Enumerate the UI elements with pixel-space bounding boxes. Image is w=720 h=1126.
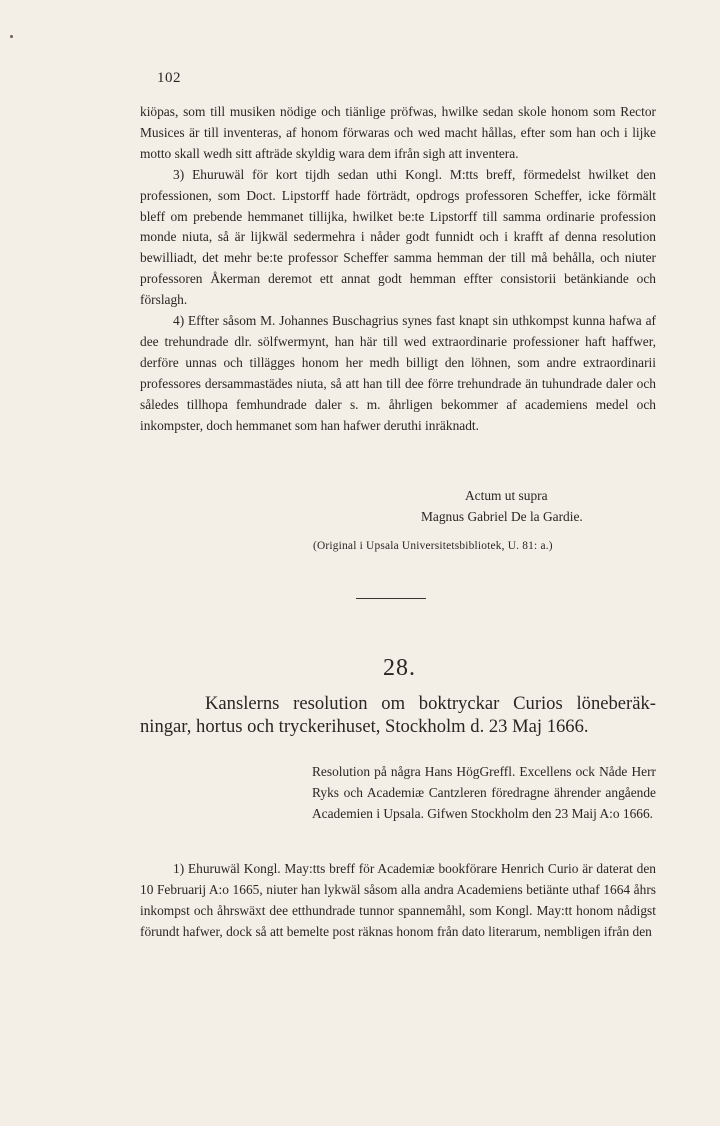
paragraph-item-3: 3) Ehuruwäl för kort tijdh sedan uthi Kongl. M:tts breff, förmedelst hwilket den professionen, som Doct. Lipstorff hade förträdt, opdrogs professoren Scheffer, icke förmält bleff om prebende hemmanet tillijka, hwilket be:te Lipstorff till samma ordinarie profession monde niuta, så är lijkwäl sedermehra i nåder godt funnidt och i krafft af denna resolution bewilliadt, det mehr be:te professor Scheffer samma hemman der till må behålla, och niuter professoren Åkerman deremot ett annat godt hemman effter consistorii betänkiande och förslagh.: [140, 166, 656, 308]
actum-line: Actum ut supra: [465, 488, 548, 503]
signature-line: Magnus Gabriel De la Gardie.: [421, 509, 583, 524]
continued-text-section: [140, 102, 656, 437]
document-preamble: Resolution på några Hans HögGreffl. Excellens ock Nåde Herr Ryks och Academiæ Cantzleren föredragne ährender angående Academien i Upsala. Gifwen Stockholm den 23 Maij A:o 1666.: [312, 764, 656, 821]
paragraph-continuation: kiöpas, som till musiken nödige och tiänlige pröfwas, hwilke sedan skole honom som Rector Musices är till inventeras, af honom förwaras och wed macht hållas, efter som han och i lijke motto skall wedh sitt afträde skyldig wara dem ifrån sigh att inventera.: [140, 104, 656, 161]
document-title-line-2: ningar, hortus och tryckerihuset, Stockholm d. 23 Maj 1666.: [140, 716, 589, 737]
page-number: 102: [157, 70, 181, 86]
paragraph-item-1: 1) Ehuruwäl Kongl. May:tts breff för Academiæ bookförare Henrich Curio är daterat den 10 Februarij A:o 1665, niuter han lykwäl såsom alla andra Academiens betiänte uthaf 1664 åhrs inkompst och åhrswäxt dee etthundrade tunnor spannemåhl, som Kongl. May:tt honom nådigst förundt hafwer, dock så att bemelte post räknas honom från dato literarum, nembligen ifrån den: [140, 861, 656, 939]
document-title: [140, 692, 656, 738]
source-note: (Original i Upsala Universitetsbibliotek, U. 81: a.): [313, 540, 553, 552]
document-body: [140, 859, 656, 943]
paragraph-item-4: 4) Effter såsom M. Johannes Buschagrius synes fast knapt sin uthkompst kunna hafwa af dee trehundrade dlr. sölfwermynt, han här till wed extraordinarie professioner haft haffwer, derföre unnas och tillägges honom her medh billigt den löhnen, som andre extraordinarii professores dersammastädes niuta, så att han till dee förre trehundrade än tuhundrade daler och således tillhopa femhundrade daler s. m. åhrligen bekommer af academiens medel och inkompster, doch hemmanet som han hafwer deruthi inräknadt.: [140, 313, 656, 433]
page-speck: [10, 35, 13, 38]
document-title-line-1: Kanslerns resolution om boktryckar Curios löneberäk-: [205, 693, 656, 714]
section-divider: [356, 598, 426, 599]
document-number: 28.: [383, 655, 416, 681]
